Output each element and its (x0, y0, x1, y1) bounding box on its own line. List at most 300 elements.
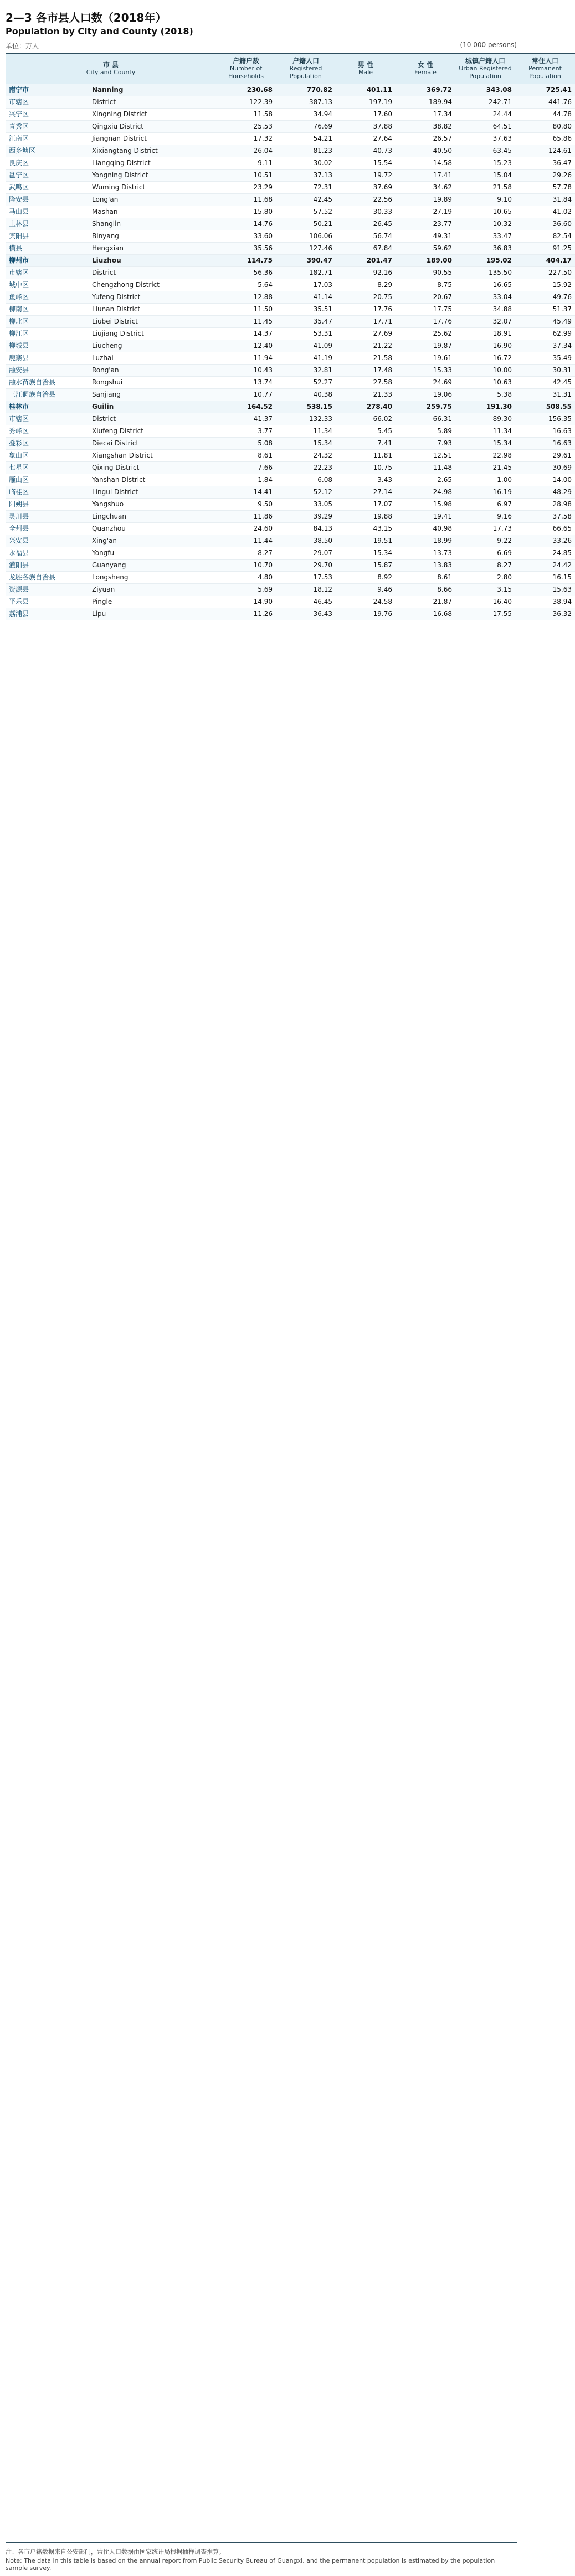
cell-female: 17.41 (396, 170, 455, 182)
cell-male: 27.58 (336, 377, 396, 389)
cell-female: 369.72 (396, 84, 455, 96)
cell-female: 17.76 (396, 316, 455, 328)
row-name-cn: 青秀区 (6, 121, 89, 133)
cell-urban-registered: 22.98 (455, 450, 515, 462)
table-row (6, 170, 575, 182)
row-name-cn: 马山县 (6, 206, 89, 218)
cell-households: 11.94 (216, 352, 276, 365)
cell-urban-registered: 10.32 (455, 218, 515, 230)
table-row (6, 401, 575, 413)
cell-households: 56.36 (216, 267, 276, 279)
row-name-en: Guanyang (89, 560, 216, 572)
table-header (6, 53, 575, 84)
cell-permanent-population: 48.29 (515, 486, 575, 499)
table-row (6, 486, 575, 499)
cell-permanent-population: 80.80 (515, 121, 575, 133)
cell-registered-population: 17.53 (276, 572, 336, 584)
row-name-cn: 融水苗族自治县 (6, 377, 89, 389)
cell-male: 40.73 (336, 145, 396, 157)
cell-registered-population: 41.19 (276, 352, 336, 365)
row-name-cn: 上林县 (6, 218, 89, 230)
cell-female: 18.99 (396, 535, 455, 547)
cell-registered-population: 57.52 (276, 206, 336, 218)
cell-households: 14.37 (216, 328, 276, 340)
cell-households: 23.29 (216, 182, 276, 194)
header-male: 男 性 Male (336, 53, 396, 84)
cell-female: 17.75 (396, 304, 455, 316)
cell-female: 14.58 (396, 157, 455, 170)
header-urban-registered: 城镇户籍人口 Urban Registered Population (455, 53, 515, 84)
cell-urban-registered: 2.80 (455, 572, 515, 584)
cell-households: 41.37 (216, 413, 276, 425)
cell-male: 201.47 (336, 255, 396, 267)
table-row (6, 121, 575, 133)
cell-permanent-population: 45.49 (515, 316, 575, 328)
cell-female: 27.19 (396, 206, 455, 218)
row-name-cn: 鹿寨县 (6, 352, 89, 365)
row-name-en: Longsheng (89, 572, 216, 584)
cell-urban-registered: 16.19 (455, 486, 515, 499)
cell-registered-population: 11.34 (276, 425, 336, 438)
row-name-cn: 城中区 (6, 279, 89, 291)
cell-permanent-population: 37.34 (515, 340, 575, 352)
row-name-en: Qixing District (89, 462, 216, 474)
cell-female: 40.50 (396, 145, 455, 157)
cell-households: 11.45 (216, 316, 276, 328)
cell-male: 15.54 (336, 157, 396, 170)
unit-left: 单位：万人 (6, 42, 39, 50)
table-row (6, 560, 575, 572)
cell-male: 3.43 (336, 474, 396, 486)
table-row (6, 425, 575, 438)
cell-registered-population: 40.38 (276, 389, 336, 401)
cell-permanent-population: 404.17 (515, 255, 575, 267)
cell-male: 9.46 (336, 584, 396, 596)
cell-male: 21.22 (336, 340, 396, 352)
cell-male: 43.15 (336, 523, 396, 535)
cell-female: 19.89 (396, 194, 455, 206)
cell-registered-population: 390.47 (276, 255, 336, 267)
cell-male: 26.45 (336, 218, 396, 230)
cell-registered-population: 46.45 (276, 596, 336, 608)
table-row (6, 389, 575, 401)
table-row (6, 255, 575, 267)
cell-registered-population: 24.32 (276, 450, 336, 462)
row-name-en: Yufeng District (89, 291, 216, 304)
row-name-en: Chengzhong District (89, 279, 216, 291)
cell-permanent-population: 38.94 (515, 596, 575, 608)
row-name-en: Liangqing District (89, 157, 216, 170)
row-name-cn: 南宁市 (6, 84, 89, 96)
table-row (6, 523, 575, 535)
cell-female: 19.61 (396, 352, 455, 365)
row-name-en: Liujiang District (89, 328, 216, 340)
cell-registered-population: 53.31 (276, 328, 336, 340)
cell-permanent-population: 66.65 (515, 523, 575, 535)
cell-urban-registered: 24.44 (455, 109, 515, 121)
row-name-en: Lipu (89, 608, 216, 620)
row-name-en: Yangshuo (89, 499, 216, 511)
header-registered-population: 户籍人口 Registered Population (276, 53, 336, 84)
cell-female: 49.31 (396, 230, 455, 243)
cell-permanent-population: 28.98 (515, 499, 575, 511)
table-row (6, 206, 575, 218)
cell-urban-registered: 21.58 (455, 182, 515, 194)
cell-registered-population: 52.12 (276, 486, 336, 499)
cell-urban-registered: 64.51 (455, 121, 515, 133)
cell-permanent-population: 29.26 (515, 170, 575, 182)
row-name-cn: 柳州市 (6, 255, 89, 267)
cell-male: 17.48 (336, 365, 396, 377)
row-name-cn: 秀峰区 (6, 425, 89, 438)
cell-permanent-population: 62.99 (515, 328, 575, 340)
cell-permanent-population: 49.76 (515, 291, 575, 304)
cell-urban-registered: 63.45 (455, 145, 515, 157)
cell-permanent-population: 42.45 (515, 377, 575, 389)
table-row (6, 438, 575, 450)
table-row (6, 608, 575, 620)
table-row (6, 352, 575, 365)
table-row (6, 291, 575, 304)
cell-female: 13.83 (396, 560, 455, 572)
cell-registered-population: 36.43 (276, 608, 336, 620)
row-name-cn: 阳朔县 (6, 499, 89, 511)
cell-permanent-population: 124.61 (515, 145, 575, 157)
cell-permanent-population: 36.47 (515, 157, 575, 170)
cell-urban-registered: 17.55 (455, 608, 515, 620)
cell-urban-registered: 1.00 (455, 474, 515, 486)
table-row (6, 157, 575, 170)
table-row (6, 584, 575, 596)
row-name-en: Xiangshan District (89, 450, 216, 462)
cell-permanent-population: 16.63 (515, 425, 575, 438)
cell-households: 11.50 (216, 304, 276, 316)
cell-households: 1.84 (216, 474, 276, 486)
row-name-en: Mashan (89, 206, 216, 218)
table-row (6, 450, 575, 462)
cell-registered-population: 54.21 (276, 133, 336, 145)
cell-permanent-population: 35.49 (515, 352, 575, 365)
cell-permanent-population: 508.55 (515, 401, 575, 413)
row-name-en: Qingxiu District (89, 121, 216, 133)
cell-households: 4.80 (216, 572, 276, 584)
cell-male: 67.84 (336, 243, 396, 255)
row-name-cn: 柳城县 (6, 340, 89, 352)
cell-registered-population: 6.08 (276, 474, 336, 486)
row-name-en: Xixiangtang District (89, 145, 216, 157)
cell-urban-registered: 6.69 (455, 547, 515, 560)
cell-permanent-population: 65.86 (515, 133, 575, 145)
table-row (6, 474, 575, 486)
cell-female: 19.06 (396, 389, 455, 401)
cell-registered-population: 50.21 (276, 218, 336, 230)
row-name-en: District (89, 96, 216, 109)
table-row (6, 499, 575, 511)
cell-urban-registered: 37.63 (455, 133, 515, 145)
cell-urban-registered: 10.00 (455, 365, 515, 377)
cell-households: 11.68 (216, 194, 276, 206)
cell-permanent-population: 227.50 (515, 267, 575, 279)
cell-registered-population: 22.23 (276, 462, 336, 474)
cell-households: 10.43 (216, 365, 276, 377)
cell-female: 259.75 (396, 401, 455, 413)
cell-permanent-population: 725.41 (515, 84, 575, 96)
cell-permanent-population: 33.26 (515, 535, 575, 547)
header-city-county-cn: 市 县 City and County (6, 53, 216, 84)
cell-permanent-population: 24.42 (515, 560, 575, 572)
cell-registered-population: 770.82 (276, 84, 336, 96)
cell-urban-registered: 17.73 (455, 523, 515, 535)
cell-households: 9.11 (216, 157, 276, 170)
row-name-en: Lingui District (89, 486, 216, 499)
cell-female: 5.89 (396, 425, 455, 438)
cell-registered-population: 84.13 (276, 523, 336, 535)
cell-households: 122.39 (216, 96, 276, 109)
cell-permanent-population: 41.02 (515, 206, 575, 218)
row-name-en: Nanning (89, 84, 216, 96)
cell-registered-population: 38.50 (276, 535, 336, 547)
cell-permanent-population: 15.92 (515, 279, 575, 291)
cell-households: 14.90 (216, 596, 276, 608)
row-name-cn: 象山区 (6, 450, 89, 462)
cell-female: 21.87 (396, 596, 455, 608)
cell-male: 27.14 (336, 486, 396, 499)
row-name-cn: 兴安县 (6, 535, 89, 547)
cell-registered-population: 81.23 (276, 145, 336, 157)
cell-households: 9.50 (216, 499, 276, 511)
cell-male: 17.76 (336, 304, 396, 316)
cell-urban-registered: 11.34 (455, 425, 515, 438)
cell-male: 30.33 (336, 206, 396, 218)
row-name-cn: 西乡塘区 (6, 145, 89, 157)
cell-permanent-population: 14.00 (515, 474, 575, 486)
population-table (6, 53, 575, 620)
cell-urban-registered: 18.91 (455, 328, 515, 340)
cell-registered-population: 41.09 (276, 340, 336, 352)
table-row (6, 218, 575, 230)
cell-urban-registered: 195.02 (455, 255, 515, 267)
cell-registered-population: 15.34 (276, 438, 336, 450)
cell-urban-registered: 10.63 (455, 377, 515, 389)
row-name-cn: 雁山区 (6, 474, 89, 486)
cell-registered-population: 132.33 (276, 413, 336, 425)
table-row (6, 572, 575, 584)
cell-female: 15.33 (396, 365, 455, 377)
cell-female: 90.55 (396, 267, 455, 279)
row-name-cn: 三江侗族自治县 (6, 389, 89, 401)
table-row (6, 304, 575, 316)
cell-households: 11.26 (216, 608, 276, 620)
table-row (6, 547, 575, 560)
cell-male: 22.56 (336, 194, 396, 206)
cell-permanent-population: 91.25 (515, 243, 575, 255)
cell-permanent-population: 36.32 (515, 608, 575, 620)
cell-urban-registered: 16.90 (455, 340, 515, 352)
table-row (6, 194, 575, 206)
cell-urban-registered: 8.27 (455, 560, 515, 572)
row-name-en: District (89, 413, 216, 425)
cell-male: 27.69 (336, 328, 396, 340)
cell-permanent-population: 156.35 (515, 413, 575, 425)
cell-urban-registered: 9.16 (455, 511, 515, 523)
cell-urban-registered: 16.72 (455, 352, 515, 365)
cell-female: 189.00 (396, 255, 455, 267)
cell-registered-population: 538.15 (276, 401, 336, 413)
cell-households: 5.64 (216, 279, 276, 291)
cell-female: 17.34 (396, 109, 455, 121)
cell-female: 15.98 (396, 499, 455, 511)
cell-households: 3.77 (216, 425, 276, 438)
cell-households: 24.60 (216, 523, 276, 535)
cell-registered-population: 32.81 (276, 365, 336, 377)
cell-households: 164.52 (216, 401, 276, 413)
cell-urban-registered: 32.07 (455, 316, 515, 328)
header-households: 户籍户数 Number of Households (216, 53, 276, 84)
cell-registered-population: 35.51 (276, 304, 336, 316)
cell-households: 26.04 (216, 145, 276, 157)
cell-female: 40.98 (396, 523, 455, 535)
cell-female: 26.57 (396, 133, 455, 145)
cell-urban-registered: 15.23 (455, 157, 515, 170)
row-name-en: Liunan District (89, 304, 216, 316)
cell-urban-registered: 36.83 (455, 243, 515, 255)
row-name-en: Quanzhou (89, 523, 216, 535)
cell-registered-population: 52.27 (276, 377, 336, 389)
row-name-en: Pingle (89, 596, 216, 608)
cell-urban-registered: 242.71 (455, 96, 515, 109)
row-name-cn: 荔浦县 (6, 608, 89, 620)
table-row (6, 365, 575, 377)
cell-female: 34.62 (396, 182, 455, 194)
cell-permanent-population: 37.58 (515, 511, 575, 523)
cell-urban-registered: 10.65 (455, 206, 515, 218)
cell-permanent-population: 30.31 (515, 365, 575, 377)
unit-right: (10 000 persons) (460, 41, 517, 49)
cell-male: 15.87 (336, 560, 396, 572)
row-name-cn: 灌阳县 (6, 560, 89, 572)
cell-households: 13.74 (216, 377, 276, 389)
row-name-cn: 市辖区 (6, 96, 89, 109)
cell-female: 25.62 (396, 328, 455, 340)
cell-permanent-population: 16.15 (515, 572, 575, 584)
cell-permanent-population: 31.31 (515, 389, 575, 401)
cell-households: 12.40 (216, 340, 276, 352)
footnote-cn: 注：各市户籍数据来自公安部门，常住人口数据由国家统计局根据抽样调查推算。 (6, 2548, 225, 2556)
cell-male: 7.41 (336, 438, 396, 450)
row-name-cn: 柳南区 (6, 304, 89, 316)
cell-urban-registered: 33.04 (455, 291, 515, 304)
cell-female: 66.31 (396, 413, 455, 425)
cell-urban-registered: 3.15 (455, 584, 515, 596)
cell-registered-population: 39.29 (276, 511, 336, 523)
cell-male: 20.75 (336, 291, 396, 304)
cell-female: 19.87 (396, 340, 455, 352)
row-name-en: Yanshan District (89, 474, 216, 486)
cell-male: 401.11 (336, 84, 396, 96)
cell-male: 27.64 (336, 133, 396, 145)
footnote-en: Note: The data in this table is based on the annual report from Public Security Bureau of Guangxi, and the permanent population is estimated by the population sample survey. (6, 2557, 495, 2572)
row-name-en: Liucheng (89, 340, 216, 352)
cell-urban-registered: 15.04 (455, 170, 515, 182)
cell-registered-population: 72.31 (276, 182, 336, 194)
table-row (6, 535, 575, 547)
row-name-cn: 柳江区 (6, 328, 89, 340)
table-row (6, 109, 575, 121)
cell-households: 8.61 (216, 450, 276, 462)
cell-households: 11.86 (216, 511, 276, 523)
cell-households: 10.51 (216, 170, 276, 182)
cell-households: 15.80 (216, 206, 276, 218)
cell-female: 16.68 (396, 608, 455, 620)
header-female: 女 性 Female (396, 53, 455, 84)
cell-male: 15.34 (336, 547, 396, 560)
row-name-cn: 平乐县 (6, 596, 89, 608)
row-name-en: Shanglin (89, 218, 216, 230)
row-name-cn: 灵川县 (6, 511, 89, 523)
cell-male: 56.74 (336, 230, 396, 243)
row-name-cn: 兴宁区 (6, 109, 89, 121)
table-row (6, 462, 575, 474)
cell-urban-registered: 135.50 (455, 267, 515, 279)
cell-urban-registered: 5.38 (455, 389, 515, 401)
cell-registered-population: 17.03 (276, 279, 336, 291)
table-row (6, 413, 575, 425)
cell-female: 23.77 (396, 218, 455, 230)
cell-female: 8.66 (396, 584, 455, 596)
cell-urban-registered: 16.65 (455, 279, 515, 291)
cell-permanent-population: 57.78 (515, 182, 575, 194)
cell-households: 12.88 (216, 291, 276, 304)
row-name-en: Diecai District (89, 438, 216, 450)
header-permanent-population: 常住人口 Permanent Population (515, 53, 575, 84)
cell-male: 17.60 (336, 109, 396, 121)
cell-male: 37.88 (336, 121, 396, 133)
row-name-cn: 武鸣区 (6, 182, 89, 194)
cell-male: 37.69 (336, 182, 396, 194)
cell-female: 12.51 (396, 450, 455, 462)
row-name-cn: 桂林市 (6, 401, 89, 413)
row-name-en: Xingning District (89, 109, 216, 121)
cell-permanent-population: 16.63 (515, 438, 575, 450)
cell-urban-registered: 15.34 (455, 438, 515, 450)
cell-male: 66.02 (336, 413, 396, 425)
cell-male: 21.58 (336, 352, 396, 365)
row-name-cn: 邕宁区 (6, 170, 89, 182)
cell-registered-population: 34.94 (276, 109, 336, 121)
row-name-cn: 市辖区 (6, 413, 89, 425)
cell-registered-population: 29.07 (276, 547, 336, 560)
page-title-en: Population by City and County (2018) (6, 26, 193, 37)
cell-households: 25.53 (216, 121, 276, 133)
table-row (6, 596, 575, 608)
cell-female: 38.82 (396, 121, 455, 133)
cell-households: 11.44 (216, 535, 276, 547)
row-name-en: District (89, 267, 216, 279)
row-name-en: Rong'an (89, 365, 216, 377)
cell-households: 5.69 (216, 584, 276, 596)
row-name-cn: 永福县 (6, 547, 89, 560)
table-row (6, 182, 575, 194)
cell-permanent-population: 82.54 (515, 230, 575, 243)
cell-registered-population: 30.02 (276, 157, 336, 170)
table-row (6, 316, 575, 328)
table-footnote (6, 2542, 517, 2573)
cell-urban-registered: 6.97 (455, 499, 515, 511)
row-name-en: Xing'an (89, 535, 216, 547)
row-name-cn: 七星区 (6, 462, 89, 474)
cell-urban-registered: 9.22 (455, 535, 515, 547)
cell-households: 5.08 (216, 438, 276, 450)
